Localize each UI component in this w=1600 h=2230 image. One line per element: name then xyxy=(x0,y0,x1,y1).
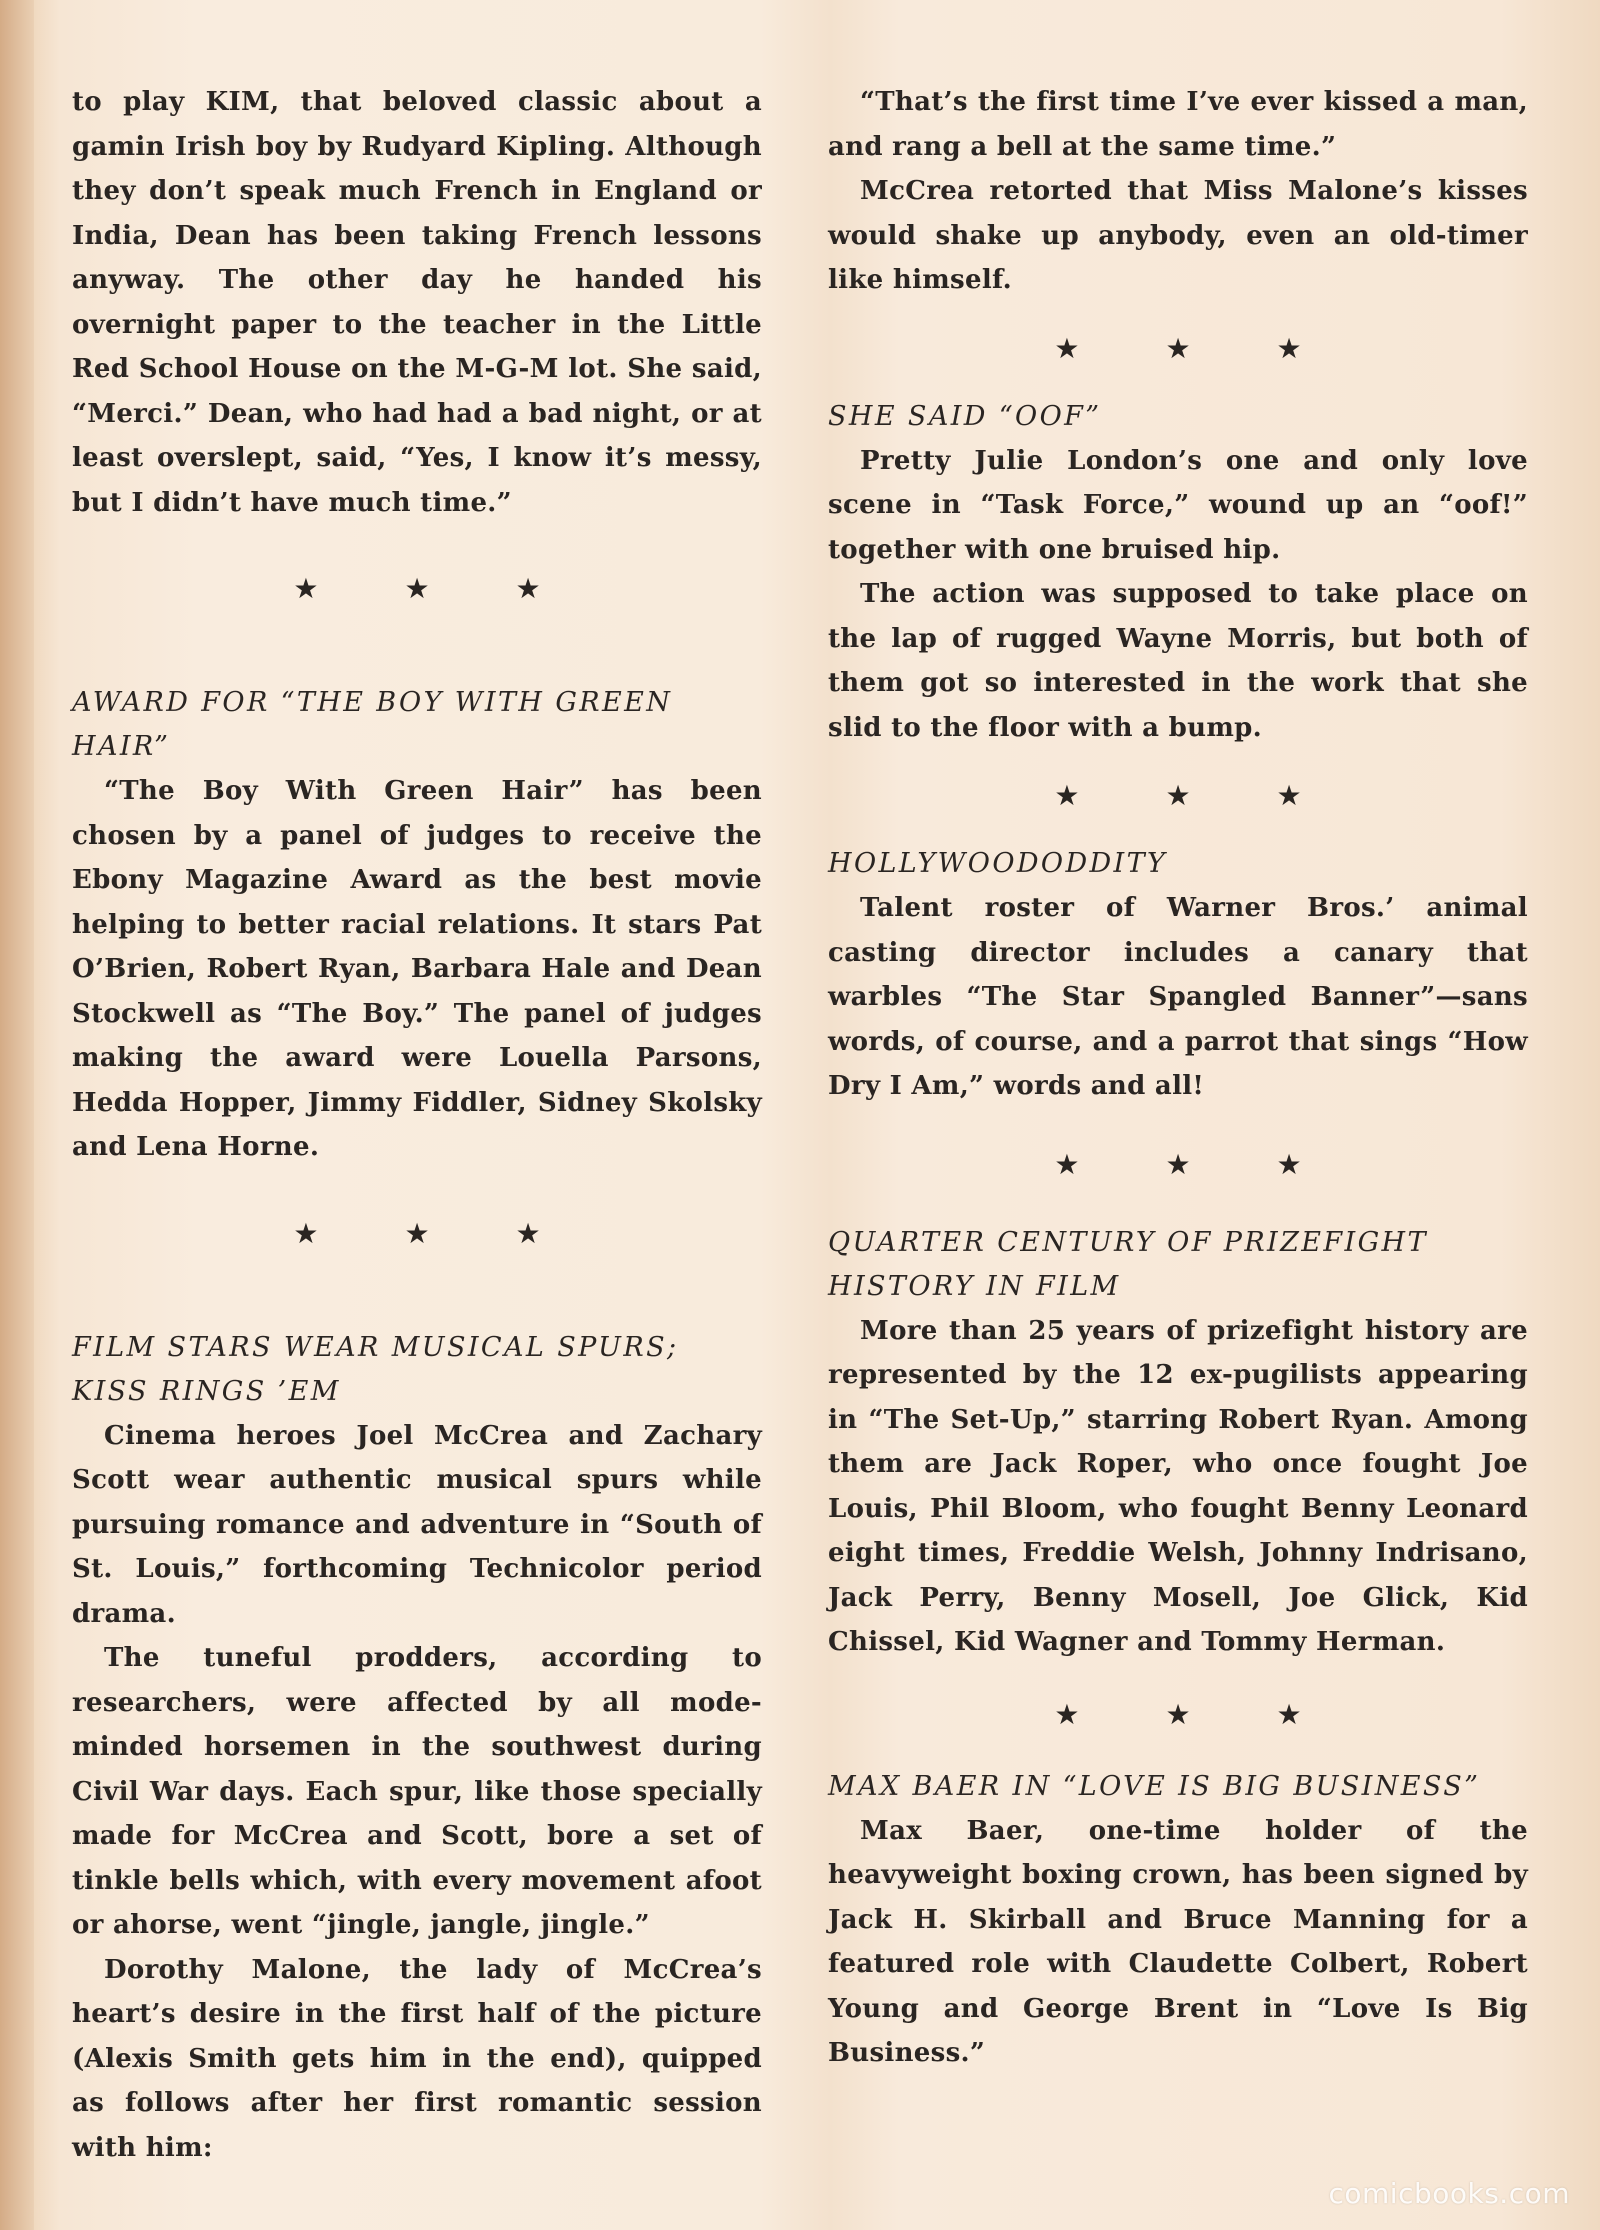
star-icon: ★ xyxy=(515,1216,541,1250)
star-icon: ★ xyxy=(1276,1697,1302,1731)
star-separator xyxy=(828,329,1528,369)
star-icon: ★ xyxy=(1165,331,1191,365)
star-separator xyxy=(828,1145,1528,1185)
oddity-heading: HOLLYWOODODDITY xyxy=(828,848,1168,879)
star-separator xyxy=(828,1695,1528,1735)
star-icon: ★ xyxy=(1165,1147,1191,1181)
right-column xyxy=(828,80,1528,2076)
baer-paragraph: Max Baer, one-time holder of the heavyweight boxing crown, has been signed by Jack H. Skirball and Bruce Manning for a featured role with Claudette Colbert, Robert Young and George Brent in “Love Is Big Business.” xyxy=(828,1815,1528,2068)
spurs-paragraph: The tuneful prodders, according to researchers, were affected by all mode-minded horsemen in the southwest during Civil War days. Each spur, like those specially made for McCrea and Scott, bore a set of tinkle bells which, with every movement afoot or ahorse, went “jingle, jangle, jingle.” xyxy=(72,1643,762,1940)
site-watermark: comicbooks.com xyxy=(1328,2177,1570,2210)
star-icon: ★ xyxy=(1276,779,1302,812)
star-icon: ★ xyxy=(404,572,430,605)
star-icon: ★ xyxy=(404,1216,430,1250)
malone-quote-paragraph: “That’s the first time I’ve ever kissed a man, and rang a bell at the same time.” xyxy=(828,87,1528,162)
oof-heading: SHE SAID “OOF” xyxy=(828,400,1102,432)
star-separator xyxy=(72,569,762,609)
star-icon: ★ xyxy=(1165,779,1191,812)
star-icon: ★ xyxy=(1165,1697,1191,1731)
left-column xyxy=(72,80,762,2170)
award-paragraph: “The Boy With Green Hair” has been chosen by a panel of judges to receive the Ebony Magazine Award as the best movie helping to better racial relations. It stars Pat O’Brien, Robert Ryan, Barbara Hale and Dean Stockwell as “The Boy.” The panel of judges making the award were Louella Parsons, Hedda Hopper, Jimmy Fiddler, Sidney Skolsky and Lena Horne. xyxy=(72,776,762,1162)
prizefight-heading: QUARTER CENTURY OF PRIZEFIGHT HISTORY IN FILM xyxy=(828,1226,1428,1302)
star-icon: ★ xyxy=(1054,1697,1080,1731)
oof-paragraph: Pretty Julie London’s one and only love scene in “Task Force,” wound up an “oof!” together with one bruised hip. xyxy=(828,445,1528,565)
prizefight-paragraph: More than 25 years of prizefight history are represented by the 12 ex-pugilists appearing in “The Set-Up,” starring Robert Ryan. Among them are Jack Roper, who once fought Joe Louis, Phil Bloom, who fought Benny Leonard eight times, Freddie Welsh, Johnny Indrisano, Jack Perry, Benny Mosell, Joe Glick, Kid Chissel, Kid Wagner and Tommy Herman. xyxy=(828,1315,1528,1657)
star-icon: ★ xyxy=(293,1216,319,1250)
award-heading: AWARD FOR “THE BOY WITH GREEN HAIR” xyxy=(72,687,673,762)
star-separator xyxy=(72,1214,762,1254)
baer-heading: MAX BAER IN “LOVE IS BIG BUSINESS” xyxy=(828,1770,1481,1802)
star-icon: ★ xyxy=(1276,331,1302,365)
spurs-paragraph: Dorothy Malone, the lady of McCrea’s heart’s desire in the first half of the picture (Alexis Smith gets him in the end), quipped as follows after her first romantic session with him: xyxy=(72,1954,762,2163)
star-separator xyxy=(828,776,1528,816)
spurs-heading: FILM STARS WEAR MUSICAL SPURS; KISS RINGS ’EM xyxy=(72,1331,679,1407)
spurs-paragraph: Cinema heroes Joel McCrea and Zachary Scott wear authentic musical spurs while pursuing romance and adventure in “South of St. Louis,” forthcoming Technicolor period drama. xyxy=(72,1420,762,1629)
kim-article-continuation: to play KIM, that beloved classic about a gamin Irish boy by Rudyard Kipling. Although they don’t speak much French in England or India, Dean has been taking French lessons anyway. The other day he handed his overnight paper to the teacher in the Little Red School House on the M-G-M lot. She said, “Merci.” Dean, who had had a bad night, or at least overslept, said, “Yes, I know it’s messy, but I didn’t have much time.” xyxy=(72,87,762,518)
star-icon: ★ xyxy=(293,572,319,605)
mccrea-retort-paragraph: McCrea retorted that Miss Malone’s kisses would shake up anybody, even an old-timer like himself. xyxy=(828,176,1528,295)
star-icon: ★ xyxy=(1054,331,1080,365)
star-icon: ★ xyxy=(515,572,541,605)
star-icon: ★ xyxy=(1276,1147,1302,1181)
page-spine-shadow xyxy=(0,0,34,2230)
oof-paragraph: The action was supposed to take place on the lap of rugged Wayne Morris, but both of them got so interested in the work that she slid to the floor with a bump. xyxy=(828,579,1528,743)
star-icon: ★ xyxy=(1054,1147,1080,1181)
star-icon: ★ xyxy=(1054,779,1080,812)
oddity-paragraph: Talent roster of Warner Bros.’ animal casting director includes a canary that warbles “The Star Spangled Banner”—sans words, of course, and a parrot that sings “How Dry I Am,” words and all! xyxy=(828,893,1528,1101)
